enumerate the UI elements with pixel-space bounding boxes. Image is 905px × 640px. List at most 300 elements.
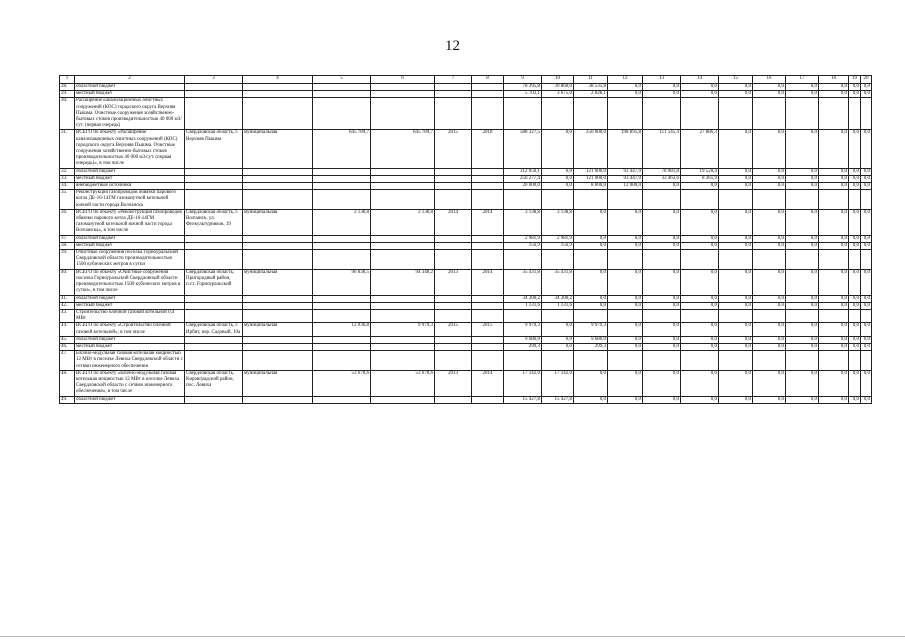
table-cell: ВСЕГО по объекту «Блочно-модульная газовая котельная мощностью 12 МВт в поселке Левиха Свердловской области с сетями инженерного обеспечения», в том числе bbox=[75, 370, 185, 396]
table-cell bbox=[185, 168, 243, 175]
table-cell: 0,0 bbox=[753, 295, 786, 302]
table-cell: 2014 bbox=[472, 370, 504, 396]
table-cell: 0,0 bbox=[861, 130, 872, 168]
table-cell: 0,0 bbox=[786, 130, 819, 168]
table-cell: 41. bbox=[60, 295, 75, 302]
table-cell bbox=[435, 183, 472, 190]
table-cell bbox=[243, 175, 313, 182]
table-cell: 0,0 bbox=[819, 323, 849, 336]
table-cell bbox=[861, 250, 872, 270]
table-cell bbox=[185, 396, 243, 403]
table-cell: 0,0 bbox=[542, 130, 574, 168]
column-header: 5 bbox=[313, 76, 371, 84]
table-cell bbox=[185, 250, 243, 270]
table-cell: 0,0 bbox=[719, 242, 753, 249]
table-cell: 0,0 bbox=[681, 336, 719, 343]
table-cell: 0,0 bbox=[849, 336, 861, 343]
table-cell: 0,0 bbox=[753, 343, 786, 350]
table-cell bbox=[753, 309, 786, 322]
table-cell: 0,0 bbox=[753, 242, 786, 249]
table-cell: 0,0 bbox=[643, 370, 681, 396]
table-cell bbox=[643, 351, 681, 371]
table-cell bbox=[313, 343, 371, 350]
table-cell: 0,0 bbox=[819, 336, 849, 343]
table-cell: муниципальная bbox=[243, 269, 313, 295]
table-cell: 0,0 bbox=[574, 302, 608, 309]
table-cell: 0,0 bbox=[849, 269, 861, 295]
table-cell: ВСЕГО по объекту «Строительство блочной газовой котельной», в том числе bbox=[75, 323, 185, 336]
table-cell: 0,0 bbox=[849, 235, 861, 242]
table-cell: областной бюджет bbox=[75, 336, 185, 343]
table-cell: 0,0 bbox=[608, 323, 643, 336]
table-cell bbox=[574, 190, 608, 210]
table-cell: 645 789,7 bbox=[371, 130, 435, 168]
table-cell bbox=[313, 183, 371, 190]
table-cell: 34. bbox=[60, 183, 75, 190]
table-cell bbox=[371, 183, 435, 190]
table-cell bbox=[243, 295, 313, 302]
table-cell: 0,0 bbox=[786, 168, 819, 175]
table-cell bbox=[472, 295, 504, 302]
table-cell bbox=[435, 396, 472, 403]
table-cell: 0,0 bbox=[643, 269, 681, 295]
table-cell bbox=[719, 190, 753, 210]
table-cell: 0,0 bbox=[753, 84, 786, 91]
table-cell bbox=[472, 250, 504, 270]
table-cell: 0,0 bbox=[861, 84, 872, 91]
table-cell: 0,0 bbox=[643, 343, 681, 350]
table-row bbox=[60, 343, 872, 350]
table-cell bbox=[861, 98, 872, 130]
table-cell: 0,0 bbox=[719, 336, 753, 343]
table-cell bbox=[243, 190, 313, 210]
column-header: 7 bbox=[435, 76, 472, 84]
column-header: 14 bbox=[681, 76, 719, 84]
table-cell: 0,0 bbox=[643, 183, 681, 190]
table-cell: 2015 bbox=[435, 323, 472, 336]
table-cell: 0,0 bbox=[861, 302, 872, 309]
column-header: 4 bbox=[243, 76, 313, 84]
table-cell bbox=[243, 183, 313, 190]
table-cell bbox=[371, 295, 435, 302]
table-cell bbox=[371, 235, 435, 242]
column-header: 13 bbox=[643, 76, 681, 84]
table-cell: областной бюджет bbox=[75, 168, 185, 175]
table-cell: 0,0 bbox=[819, 370, 849, 396]
table-cell: 0,0 bbox=[753, 130, 786, 168]
table-cell bbox=[786, 250, 819, 270]
table-cell bbox=[243, 235, 313, 242]
table-cell bbox=[542, 351, 574, 371]
table-cell: 35 431,8 bbox=[504, 269, 542, 295]
table-cell bbox=[243, 309, 313, 322]
table-cell bbox=[243, 343, 313, 350]
table-cell: 45. bbox=[60, 336, 75, 343]
table-cell: Свердловская область, г. Волчанск, ул. Физкультурников, 19 bbox=[185, 209, 243, 235]
table-cell: 37. bbox=[60, 235, 75, 242]
table-cell: 17 142,0 bbox=[542, 370, 574, 396]
table-cell: 0,0 bbox=[681, 302, 719, 309]
table-cell: 34 300,2 bbox=[542, 295, 574, 302]
table-cell: 0,0 bbox=[608, 84, 643, 91]
table-cell: 0,0 bbox=[819, 242, 849, 249]
table-cell: 0,0 bbox=[753, 396, 786, 403]
table-cell bbox=[435, 235, 472, 242]
table-cell: Строительство блочной газовой котельной 0,4 МВт bbox=[75, 309, 185, 322]
table-cell: 0,0 bbox=[786, 336, 819, 343]
table-cell: 0,0 bbox=[819, 295, 849, 302]
table-cell: 0,0 bbox=[849, 84, 861, 91]
table-cell: 0,0 bbox=[719, 168, 753, 175]
table-cell: 2 981,9 bbox=[504, 235, 542, 242]
table-cell: 8 000,0 bbox=[574, 183, 608, 190]
table-cell: 0,0 bbox=[574, 269, 608, 295]
table-cell: 1 131,6 bbox=[504, 302, 542, 309]
table-cell bbox=[608, 351, 643, 371]
table-row bbox=[60, 98, 872, 130]
table-cell: 0,0 bbox=[849, 209, 861, 235]
table-cell: 0,0 bbox=[861, 183, 872, 190]
table-cell: 33 463,6 bbox=[643, 175, 681, 182]
table-cell bbox=[643, 190, 681, 210]
table-cell bbox=[753, 351, 786, 371]
table-cell bbox=[542, 250, 574, 270]
table-cell bbox=[819, 98, 849, 130]
table-cell bbox=[574, 98, 608, 130]
column-header: 9 bbox=[504, 76, 542, 84]
table-cell: 0,0 bbox=[819, 91, 849, 98]
table-cell: 3 675,0 bbox=[542, 91, 574, 98]
table-cell bbox=[819, 250, 849, 270]
table-cell bbox=[243, 91, 313, 98]
table-cell: 0,0 bbox=[849, 242, 861, 249]
table-cell: Свердловская область, г. Ирбит, пер. Садовый, 10а bbox=[185, 323, 243, 336]
table-cell: 0,0 bbox=[719, 175, 753, 182]
table-cell bbox=[472, 84, 504, 91]
table-cell: 0,0 bbox=[681, 183, 719, 190]
table-cell bbox=[719, 98, 753, 130]
table-cell: 0,0 bbox=[608, 242, 643, 249]
table-cell: 0,0 bbox=[681, 84, 719, 91]
table-cell bbox=[643, 98, 681, 130]
table-cell bbox=[472, 235, 504, 242]
table-cell: 0,0 bbox=[681, 295, 719, 302]
table-cell bbox=[313, 91, 371, 98]
table-cell bbox=[185, 183, 243, 190]
table-cell bbox=[313, 168, 371, 175]
table-cell: 156,9 bbox=[542, 242, 574, 249]
table-cell: 0,0 bbox=[574, 242, 608, 249]
table-cell: 299,3 bbox=[574, 343, 608, 350]
table-cell: 0,0 bbox=[681, 269, 719, 295]
table-cell: Свердловская область, Кировградский район, пос. Левиха bbox=[185, 370, 243, 396]
table-cell: 2015 bbox=[472, 323, 504, 336]
table-cell: 0,0 bbox=[643, 396, 681, 403]
table-cell: 0,0 bbox=[753, 302, 786, 309]
table-cell bbox=[681, 250, 719, 270]
table-cell bbox=[819, 309, 849, 322]
table-cell: 0,0 bbox=[786, 269, 819, 295]
table-cell bbox=[243, 242, 313, 249]
table-cell: 0,0 bbox=[753, 269, 786, 295]
table-cell bbox=[753, 250, 786, 270]
table-cell: 0,0 bbox=[819, 235, 849, 242]
table-cell bbox=[185, 343, 243, 350]
table-cell bbox=[313, 242, 371, 249]
table-cell: 93 447,9 bbox=[608, 175, 643, 182]
table-cell: 0,0 bbox=[719, 295, 753, 302]
table-cell: 0,0 bbox=[643, 91, 681, 98]
table-cell: 645 789,7 bbox=[313, 130, 371, 168]
table-cell bbox=[643, 250, 681, 270]
table-cell: 256 277,4 bbox=[504, 175, 542, 182]
table-cell: местный бюджет bbox=[75, 242, 185, 249]
table-cell bbox=[435, 175, 472, 182]
table-cell bbox=[185, 242, 243, 249]
table-cell: 49. bbox=[60, 396, 75, 403]
table-cell bbox=[313, 295, 371, 302]
table-cell: 0,0 bbox=[861, 269, 872, 295]
table-cell bbox=[472, 302, 504, 309]
table-cell bbox=[608, 309, 643, 322]
table-cell: 33. bbox=[60, 175, 75, 182]
table-cell bbox=[185, 235, 243, 242]
table-cell: 0,0 bbox=[849, 323, 861, 336]
table-cell bbox=[371, 250, 435, 270]
table-cell: 0,0 bbox=[819, 183, 849, 190]
table-cell bbox=[435, 250, 472, 270]
table-cell: 47. bbox=[60, 351, 75, 371]
table-cell bbox=[313, 98, 371, 130]
table-cell: местный бюджет bbox=[75, 91, 185, 98]
table-cell: 0,0 bbox=[574, 209, 608, 235]
table-cell: 2013 bbox=[435, 370, 472, 396]
table-cell: 0,0 bbox=[786, 175, 819, 182]
table-cell: 0,0 bbox=[861, 209, 872, 235]
table-cell: 0,0 bbox=[861, 168, 872, 175]
table-cell bbox=[243, 98, 313, 130]
table-cell bbox=[371, 91, 435, 98]
table-cell: 0,0 bbox=[608, 209, 643, 235]
column-header: 20 bbox=[861, 76, 872, 84]
table-cell: 12 000,0 bbox=[608, 183, 643, 190]
table-cell: 94 348,2 bbox=[371, 269, 435, 295]
table-cell bbox=[185, 84, 243, 91]
column-number-row bbox=[60, 76, 872, 84]
table-cell bbox=[313, 302, 371, 309]
table-cell: 35. bbox=[60, 190, 75, 210]
table-cell bbox=[313, 190, 371, 210]
table-cell: 0,0 bbox=[861, 343, 872, 350]
table-cell: 46. bbox=[60, 343, 75, 350]
table-cell: 0,0 bbox=[861, 295, 872, 302]
table-row bbox=[60, 309, 872, 322]
table-cell bbox=[371, 309, 435, 322]
table-cell bbox=[371, 168, 435, 175]
table-row bbox=[60, 336, 872, 343]
table-cell: 0,0 bbox=[819, 168, 849, 175]
table-cell: 2014 bbox=[472, 269, 504, 295]
table-cell: 312 050,1 bbox=[504, 168, 542, 175]
table-cell bbox=[861, 190, 872, 210]
table-cell: 0,0 bbox=[786, 323, 819, 336]
table-cell: 0,0 bbox=[849, 295, 861, 302]
column-header: 15 bbox=[719, 76, 753, 84]
table-cell: 9 680,0 bbox=[504, 336, 542, 343]
table-cell: 48. bbox=[60, 370, 75, 396]
table-cell: ВСЕГО по объекту «Расширение канализационных очистных сооружений (КОС) городского округа Верхняя Пышма. Очистные сооружения хозяйственно-бытовых стоков производительностью 40 000 м3/сут. (первая очередь)», в том числе bbox=[75, 130, 185, 168]
table-cell: 0,0 bbox=[819, 396, 849, 403]
table-cell: 20 000,0 bbox=[504, 183, 542, 190]
table-cell: 0,0 bbox=[643, 336, 681, 343]
table-cell: местный бюджет bbox=[75, 175, 185, 182]
table-cell: 0,0 bbox=[753, 370, 786, 396]
table-cell: 40. bbox=[60, 269, 75, 295]
table-cell bbox=[185, 98, 243, 130]
table-cell: 78 395,8 bbox=[504, 84, 542, 91]
page-edge-line bbox=[0, 636, 905, 637]
table-cell bbox=[542, 309, 574, 322]
table-cell bbox=[371, 242, 435, 249]
table-cell: 35 431,8 bbox=[542, 269, 574, 295]
table-cell: 9 979,3 bbox=[574, 323, 608, 336]
table-cell: 0,0 bbox=[542, 183, 574, 190]
table-cell: 0,0 bbox=[786, 183, 819, 190]
table-row bbox=[60, 396, 872, 403]
table-cell bbox=[435, 336, 472, 343]
table-cell: 2 028,1 bbox=[574, 91, 608, 98]
table-cell bbox=[243, 168, 313, 175]
table-cell: 0,0 bbox=[608, 91, 643, 98]
column-header: 1 bbox=[60, 76, 75, 84]
table-cell bbox=[185, 295, 243, 302]
table-cell bbox=[243, 336, 313, 343]
table-cell bbox=[819, 351, 849, 371]
table-cell: Свердловская область, Пригородный район, п.г.т. Горноуральский bbox=[185, 269, 243, 295]
table-cell bbox=[504, 250, 542, 270]
table-cell: 0,0 bbox=[849, 130, 861, 168]
table-cell: 39. bbox=[60, 250, 75, 270]
table-cell bbox=[786, 309, 819, 322]
table-cell bbox=[472, 343, 504, 350]
table-cell: 96 838,5 bbox=[313, 269, 371, 295]
table-cell bbox=[504, 351, 542, 371]
table-cell: 0,0 bbox=[786, 295, 819, 302]
table-cell bbox=[435, 190, 472, 210]
table-row bbox=[60, 168, 872, 175]
table-cell: 15 427,8 bbox=[542, 396, 574, 403]
table-cell: 0,0 bbox=[719, 130, 753, 168]
table-cell: 53 678,6 bbox=[313, 370, 371, 396]
table-cell: 0,0 bbox=[681, 242, 719, 249]
table-cell: Очистные сооружения поселка Горноуральский Свердловской области производительностью 1500 кубических метров в сутки bbox=[75, 250, 185, 270]
table-cell bbox=[472, 351, 504, 371]
table-cell: 0,0 bbox=[681, 235, 719, 242]
table-cell: 0,0 bbox=[861, 242, 872, 249]
table-row bbox=[60, 91, 872, 98]
table-cell bbox=[719, 351, 753, 371]
table-cell bbox=[371, 98, 435, 130]
table-cell: 3 138,8 bbox=[504, 209, 542, 235]
table-cell: 0,0 bbox=[861, 323, 872, 336]
table-cell: местный бюджет bbox=[75, 302, 185, 309]
table-cell: 0,0 bbox=[542, 323, 574, 336]
table-cell: 0,0 bbox=[719, 323, 753, 336]
table-cell: 0,0 bbox=[849, 183, 861, 190]
table-cell: 0,0 bbox=[786, 302, 819, 309]
table-cell: 0,0 bbox=[719, 343, 753, 350]
table-cell: 0,0 bbox=[719, 396, 753, 403]
table-cell: муниципальная bbox=[243, 209, 313, 235]
table-cell: 12 036,8 bbox=[313, 323, 371, 336]
table-cell bbox=[185, 351, 243, 371]
table-cell: 30. bbox=[60, 98, 75, 130]
table-row bbox=[60, 351, 872, 371]
table-cell: Блочно-модульная газовая котельная мощностью 12 МВт в поселке Левиха Свердловской области с сетями инженерного обеспечения bbox=[76, 351, 183, 369]
table-cell bbox=[185, 302, 243, 309]
table-cell: 0,0 bbox=[786, 235, 819, 242]
column-header: 6 bbox=[371, 76, 435, 84]
table-cell: 0,0 bbox=[753, 209, 786, 235]
table-cell: 0,0 bbox=[574, 235, 608, 242]
column-header: 3 bbox=[185, 76, 243, 84]
table-cell bbox=[861, 309, 872, 322]
table-cell bbox=[313, 336, 371, 343]
table-cell bbox=[719, 309, 753, 322]
table-cell: 0,0 bbox=[719, 91, 753, 98]
table-cell: 0,0 bbox=[849, 343, 861, 350]
table-cell: 0,0 bbox=[574, 295, 608, 302]
table-cell: 2014 bbox=[435, 209, 472, 235]
table-cell: 0,0 bbox=[819, 84, 849, 91]
table-cell: областной бюджет bbox=[75, 295, 185, 302]
table-cell bbox=[371, 343, 435, 350]
table-cell bbox=[504, 309, 542, 322]
table-row bbox=[60, 209, 872, 235]
column-header: 11 bbox=[574, 76, 608, 84]
table-cell: 299,3 bbox=[504, 343, 542, 350]
table-cell bbox=[472, 98, 504, 130]
table-cell: Реконструкция газопроводов обвязки парового котла ДЕ-16-14ГМ газомазутной котельной южной части города Волчанска bbox=[75, 190, 185, 210]
table-cell: внебюджетные источники bbox=[75, 183, 185, 190]
table-cell bbox=[574, 351, 608, 371]
table-cell bbox=[542, 190, 574, 210]
table-row bbox=[60, 130, 872, 168]
table-cell: 3 138,8 bbox=[542, 209, 574, 235]
table-cell bbox=[504, 98, 542, 130]
table-cell: 0,0 bbox=[608, 396, 643, 403]
table-cell: 5 703,1 bbox=[504, 91, 542, 98]
table-cell: 39 860,0 bbox=[542, 84, 574, 91]
table-cell: 44. bbox=[60, 323, 75, 336]
table-cell: 0,0 bbox=[849, 370, 861, 396]
table-cell bbox=[574, 309, 608, 322]
table-cell: областной бюджет bbox=[75, 396, 185, 403]
table-cell bbox=[371, 84, 435, 91]
table-cell: 9 979,3 bbox=[371, 323, 435, 336]
table-cell: 19 520,4 bbox=[681, 168, 719, 175]
table-cell: 0,0 bbox=[574, 396, 608, 403]
table-cell: 53 678,6 bbox=[371, 370, 435, 396]
investment-table bbox=[59, 75, 872, 404]
table-cell: 34 300,2 bbox=[504, 295, 542, 302]
table-cell: Свердловская область, г. Верхняя Пышма bbox=[185, 130, 243, 168]
table-cell bbox=[435, 98, 472, 130]
table-cell: 0,0 bbox=[542, 175, 574, 182]
table-cell bbox=[435, 309, 472, 322]
table-cell: 0,0 bbox=[608, 343, 643, 350]
table-cell: 0,0 bbox=[719, 183, 753, 190]
